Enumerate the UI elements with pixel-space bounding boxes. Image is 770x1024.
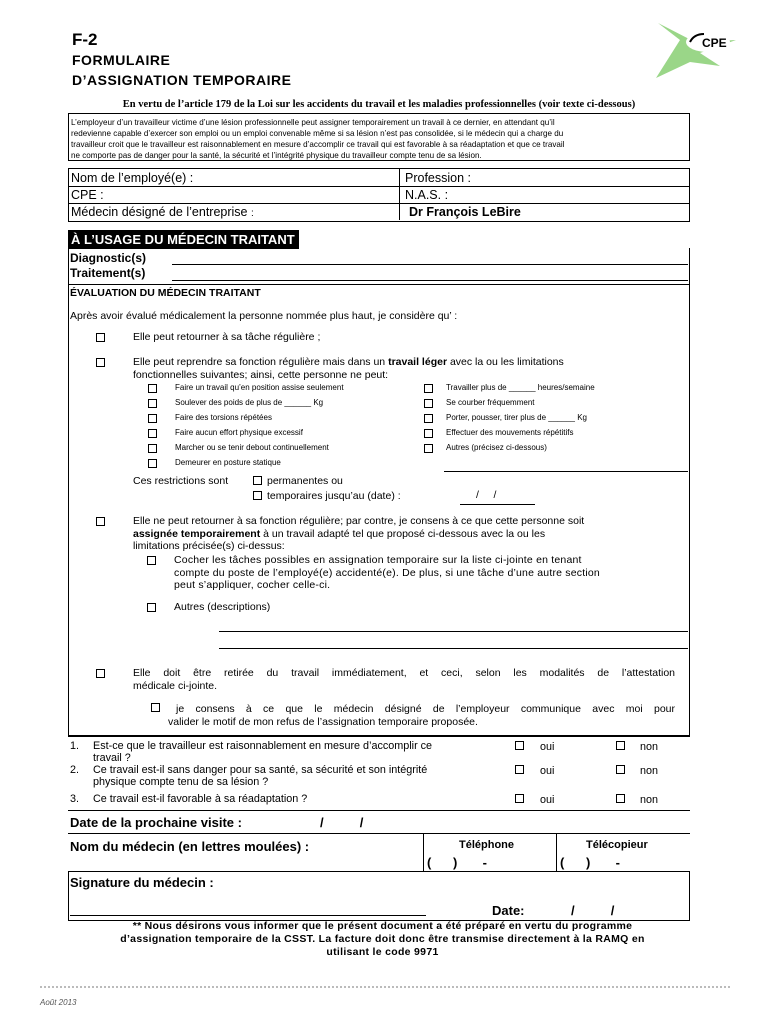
designated-doctor-text: Médecin désigné de l’entreprise <box>71 205 248 219</box>
phone-label: Téléphone <box>459 839 515 851</box>
refusal-text <box>168 703 675 728</box>
other-description-line[interactable] <box>219 648 688 649</box>
questions-bottom-rule <box>68 810 690 811</box>
question-yes-checkbox[interactable] <box>515 765 524 774</box>
option4-line: médicale ci-jointe. <box>133 679 218 692</box>
limitation-checkbox[interactable] <box>148 429 157 438</box>
designated-doctor-colon: : <box>250 208 254 219</box>
identity-rule <box>69 186 689 187</box>
question-number: 2. <box>70 764 80 776</box>
phone-field[interactable]: ( ) - <box>427 855 487 870</box>
limitation-label: Soulever des poids de plus de ______ Kg <box>175 398 324 407</box>
question-no-label: non <box>640 741 659 753</box>
diagnostic-label: Diagnostic(s) <box>70 251 147 265</box>
limitation-label: Autres (précisez ci-dessous) <box>446 443 547 452</box>
question-text <box>93 740 493 764</box>
visit-rule <box>68 833 690 834</box>
designated-doctor-value: Dr François LeBire <box>409 205 521 219</box>
question-text <box>93 764 493 788</box>
question-line: Est-ce que le travailleur est raisonnablement en mesure d’accomplir ce <box>93 740 433 752</box>
designated-doctor-label <box>71 205 254 219</box>
limitation-label: Travailler plus de ______ heures/semaine <box>446 383 595 392</box>
question-line: Ce travail est-il sans danger pour sa santé, sa sécurité et son intégrité <box>93 764 428 776</box>
question-number: 1. <box>70 740 80 752</box>
other-description-line[interactable] <box>219 631 688 632</box>
limitation-label: Marcher ou se tenir debout continuellement <box>175 443 329 452</box>
limitation-checkbox[interactable] <box>148 414 157 423</box>
option1-checkbox[interactable] <box>96 333 105 342</box>
cpe-logo <box>650 18 740 88</box>
temporary-checkbox[interactable] <box>253 491 262 500</box>
identity-box <box>68 168 690 222</box>
signature-label: Signature du médecin : <box>70 875 214 890</box>
footer-note-line: utilisant le code 9971 <box>326 946 439 958</box>
permanent-checkbox[interactable] <box>253 476 262 485</box>
next-visit-label: Date de la prochaine visite : <box>70 815 242 830</box>
cpe-field[interactable]: CPE : <box>71 188 104 202</box>
option1-label: Elle peut retourner à sa tâche régulière ; <box>133 331 321 343</box>
option4-text <box>133 667 675 692</box>
limitation-checkbox[interactable] <box>424 414 433 423</box>
temporary-date-slashes: / / <box>476 489 497 501</box>
option3-text-b: à un travail adapté tel que proposé ci-dessous avec la ou les <box>263 527 546 540</box>
footer-date: Août 2013 <box>40 998 77 1007</box>
question-number: 3. <box>70 793 80 805</box>
fax-divider <box>556 833 557 871</box>
intro-line: travailleur croit que le travailleur est raisonnablement en mesure d’accomplir ce travail qui est favorable à sa réadaptation et que ce travail <box>71 140 565 149</box>
limitation-checkbox[interactable] <box>148 444 157 453</box>
form-title-line1: FORMULAIRE <box>72 52 171 68</box>
question-no-checkbox[interactable] <box>616 794 625 803</box>
limitation-label: Faire des torsions répétées <box>175 413 272 422</box>
question-no-checkbox[interactable] <box>616 741 625 750</box>
section-title: À L’USAGE DU MÉDECIN TRAITANT <box>68 230 299 249</box>
sub-option1-text <box>174 554 674 592</box>
question-line: Ce travail est-il favorable à sa réadaptation ? <box>93 793 308 805</box>
option3-text-c: limitations précisée(s) ci-dessus: <box>133 540 285 552</box>
question-yes-label: oui <box>540 794 555 806</box>
restrictions-label: Ces restrictions sont <box>133 475 229 487</box>
limitation-label: Faire aucun effort physique excessif <box>175 428 303 437</box>
option3-text-bold: assignée temporairement <box>133 527 261 540</box>
phone-divider <box>423 833 424 871</box>
question-no-checkbox[interactable] <box>616 765 625 774</box>
footer-note-line: ** Nous désirons vous informer que le présent document a été préparé en vertu du programme <box>132 920 633 932</box>
signature-date-field[interactable]: / / <box>571 903 615 918</box>
traitement-label: Traitement(s) <box>70 266 146 280</box>
question-line: travail ? <box>93 752 131 764</box>
sub-option2-checkbox[interactable] <box>147 603 156 612</box>
sub-option1-line: compte du poste de l’employé(e) accidenté(e). De plus, si une tâche d’une autre section <box>174 566 600 579</box>
limitation-label: Se courber fréquemment <box>446 398 535 407</box>
option2-text-b: avec la ou les limitations <box>449 356 564 368</box>
identity-rule <box>69 203 689 204</box>
evaluation-title: ÉVALUATION DU MÉDECIN TRAITANT <box>70 287 261 299</box>
limitation-checkbox[interactable] <box>424 384 433 393</box>
option3-text <box>133 515 675 553</box>
permanent-label: permanentes ou <box>267 475 343 487</box>
doctor-name-label: Nom du médecin (en lettres moulées) : <box>70 839 310 854</box>
profession-field[interactable]: Profession : <box>405 171 472 185</box>
diagnostic-line[interactable] <box>172 264 688 265</box>
question-yes-label: oui <box>540 765 555 777</box>
limitation-label: Porter, pousser, tirer plus de ______ Kg <box>446 413 587 422</box>
evaluation-rule <box>68 284 690 285</box>
refusal-checkbox[interactable] <box>151 703 160 712</box>
option2-checkbox[interactable] <box>96 358 105 367</box>
sub-option1-line: peut s’appliquer, cocher celle-ci. <box>174 579 331 591</box>
question-text <box>93 793 493 805</box>
limitation-label: Demeurer en posture statique <box>175 458 281 467</box>
question-yes-checkbox[interactable] <box>515 741 524 750</box>
fax-label: Télécopieur <box>586 839 648 851</box>
identity-divider <box>399 169 400 220</box>
questions-top-rule <box>68 736 690 737</box>
option3-text-a: Elle ne peut retourner à sa fonction régulière; par contre, je consens à ce que cette personne soit <box>133 515 585 527</box>
footer-divider <box>40 986 730 988</box>
logo-text: CPE <box>702 36 727 50</box>
temporary-date-field[interactable] <box>460 504 535 505</box>
sub-option1-line: Cocher les tâches possibles en assignation temporaire sur la liste ci-jointe en tenant <box>174 554 582 566</box>
evaluation-intro: Après avoir évalué médicalement la personne nommée plus haut, je considère qu’ : <box>70 310 458 322</box>
intro-box <box>68 113 690 161</box>
option3-checkbox[interactable] <box>96 517 105 526</box>
refusal-line: je consens à ce que le médecin désigné de l’employeur communique avec moi pour <box>176 703 675 715</box>
question-no-label: non <box>640 765 659 777</box>
question-no-label: non <box>640 794 659 806</box>
limitation-checkbox[interactable] <box>424 399 433 408</box>
sub-option2-label: Autres (descriptions) <box>174 601 271 613</box>
limitation-checkbox[interactable] <box>424 444 433 453</box>
limitation-checkbox[interactable] <box>148 399 157 408</box>
limitation-checkbox[interactable] <box>148 459 157 468</box>
next-visit-date[interactable]: / / <box>320 815 364 830</box>
form-title-line2: D’ASSIGNATION TEMPORAIRE <box>72 72 292 88</box>
footer-note <box>75 920 690 959</box>
intro-line: redevienne capable d’exercer son emploi ou un emploi convenable même si sa lésion n’est pas consolidée, si le médecin qui a charge du <box>71 129 564 138</box>
question-yes-label: oui <box>540 741 555 753</box>
option4-line: Elle doit être retirée du travail immédiatement, et ceci, selon les modalités de l’attestation <box>133 667 675 679</box>
footer-note-line: d’assignation temporaire de la CSST. La facture doit donc être transmise directement à la RAMQ en <box>120 933 645 945</box>
option2-text <box>133 356 673 381</box>
signature-date-label: Date: <box>492 903 525 918</box>
other-limitations-line[interactable] <box>444 471 688 472</box>
option2-text-a: Elle peut reprendre sa fonction régulière mais dans un <box>133 356 386 368</box>
intro-line: L’employeur d’un travailleur victime d’une lésion professionnelle peut assigner temporairement un travail à ce dernier, en attendant qu’il <box>71 118 555 127</box>
form-code: F-2 <box>72 30 98 49</box>
sub-option1-checkbox[interactable] <box>147 556 156 565</box>
intro-line: ne comporte pas de danger pour la santé, la sécurité et l’intégrité physique du travailleur compte tenu de sa lésion. <box>71 151 482 160</box>
limitation-label: Effectuer des mouvements répétitifs <box>446 428 574 437</box>
traitement-line[interactable] <box>172 280 688 281</box>
option4-checkbox[interactable] <box>96 669 105 678</box>
limitation-checkbox[interactable] <box>148 384 157 393</box>
temporary-label: temporaires jusqu’au (date) : <box>267 490 401 502</box>
article-reference: En vertu de l’article 179 de la Loi sur les accidents du travail et les maladies professionnelles (voir texte ci-dessous) <box>122 99 636 110</box>
signature-box <box>68 871 690 921</box>
nas-field[interactable]: N.A.S. : <box>405 188 449 202</box>
question-line: physique compte tenu de sa lésion ? <box>93 776 269 788</box>
option2-text-c: fonctionnelles suivantes; ainsi, cette personne ne peut: <box>133 368 389 381</box>
refusal-line: valider le motif de mon refus de l’assignation temporaire proposée. <box>168 715 478 728</box>
employee-name-field[interactable]: Nom de l’employé(e) : <box>71 171 194 185</box>
limitation-label: Faire un travail qu’en position assise seulement <box>175 383 344 392</box>
fax-field[interactable]: ( ) - <box>560 855 620 870</box>
question-yes-checkbox[interactable] <box>515 794 524 803</box>
option2-text-bold: travail léger <box>388 356 448 368</box>
limitation-checkbox[interactable] <box>424 429 433 438</box>
